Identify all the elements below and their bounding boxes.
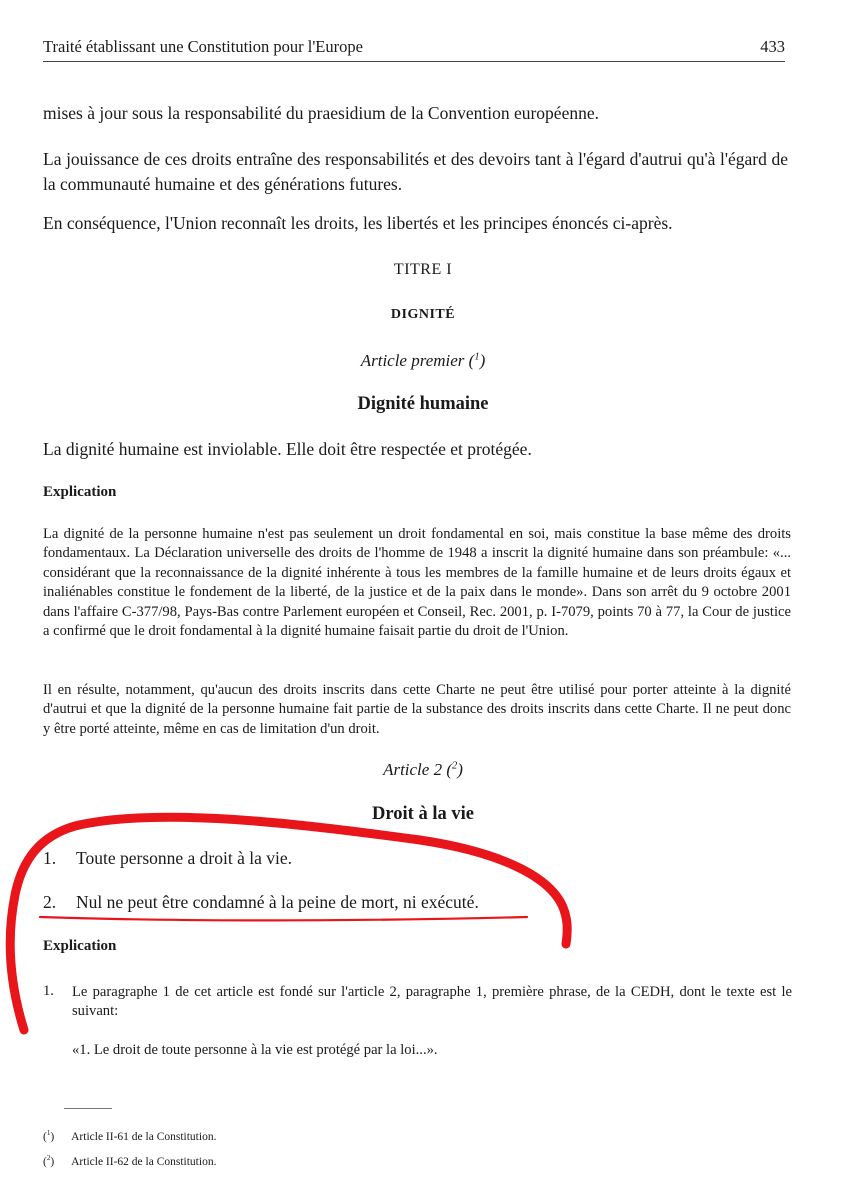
article-2-label: Article 2 ($^2$) xyxy=(383,760,463,779)
title-heading: TITRE I xyxy=(393,261,453,278)
article-1-label-text: Article premier xyxy=(360,351,465,370)
intro-paragraph-1: mises à jour sous la responsabilité du praesidium de la Convention européenne. xyxy=(43,103,599,123)
red-underline-stroke xyxy=(40,917,527,920)
article-1-explication-paragraph-1: La dignité de la personne humaine n'est pas seulement un droit fondamental en soi, mais constitue la base même des droits fondamentaux. La Déclaration universelle des droits de l'homme de 1948 a inscrit la dignité humaine dans son préambule: «... considérant que la reconnaissance de la dignité inhérente à tous les membres de la famille humaine et de leurs droits égaux et inaliénables constitue le fondement de la liberté, de la justice et de la paix dans le monde». Dans son arrêt du 9 octobre 2001 dans l'affaire C-377/98, Pays-Bas contre Parlement européen et Conseil, Rec. 2001, p. I-7079, points 70 à 77, la Cour de justice a confirmé que le droit fondamental à la dignité humaine faisait partie du droit de l'Union. xyxy=(43,526,791,640)
footnote-1-text: Article II-61 de la Constitution. xyxy=(71,1130,217,1143)
article-2-quote: «1. Le droit de toute personne à la vie est protégé par la loi...». xyxy=(72,1042,438,1058)
article-1-text: La dignité humaine est inviolable. Elle doit être respectée et protégée. xyxy=(43,439,532,459)
article-2-note-ref: 2 xyxy=(452,760,458,772)
article-1-explication-paragraph-2: Il en résulte, notamment, qu'aucun des droits inscrits dans cette Charte ne peut être utilisé pour porter atteinte à la dignité d'autrui et que la dignité de la personne humaine fait partie de la substance des droits inscrits dans cette Charte. Il ne peut donc y être porté atteinte, même en cas de limitation d'un droit. xyxy=(43,682,791,737)
article-1-note-ref: 1 xyxy=(474,351,480,363)
article-1-explication-heading: Explication xyxy=(43,484,117,500)
footnote-2: ($^2$) Article II-62 de la Constitution. xyxy=(43,1154,217,1168)
footnote-1-mark: 1 xyxy=(46,1129,51,1137)
footnote-rule xyxy=(64,1108,112,1109)
running-header-title: Traité établissant une Constitution pour l'Europe xyxy=(43,37,363,56)
article-2-explication-item-1-number: 1. xyxy=(43,983,54,999)
article-2-explication-item-1-text: Le paragraphe 1 de cet article est fondé sur l'article 2, paragraphe 1, première phrase, de la CEDH, dont le texte est le suivant: xyxy=(72,984,792,1020)
article-2-explication-heading: Explication xyxy=(43,938,117,954)
footnote-2-mark: 2 xyxy=(46,1154,51,1162)
intro-paragraph-3: En conséquence, l'Union reconnaît les droits, les libertés et les principes énoncés ci-après. xyxy=(43,213,673,233)
article-2-heading: Droit à la vie xyxy=(372,804,474,824)
footnote-2-text: Article II-62 de la Constitution. xyxy=(71,1155,217,1168)
page-number: 433 xyxy=(760,37,785,56)
article-2-label-text: Article 2 xyxy=(383,760,443,779)
title-subheading: DIGNITÉ xyxy=(390,307,456,322)
article-2-item-2-number: 2. xyxy=(43,892,57,912)
article-2-item-1-text: Toute personne a droit à la vie. xyxy=(76,848,292,868)
intro-paragraph-2: La jouissance de ces droits entraîne des responsabilités et des devoirs tant à l'égard d'autrui qu'à l'égard de la communauté humaine et des générations futures. xyxy=(43,149,788,194)
article-2-item-1-number: 1. xyxy=(43,848,57,868)
footnote-1: ($^1$) Article II-61 de la Constitution. xyxy=(43,1129,217,1143)
article-1-heading: Dignité humaine xyxy=(357,394,489,414)
article-1-label: Article premier ($^1$) xyxy=(360,351,486,370)
header-rule xyxy=(43,61,785,62)
article-2-item-2-text: Nul ne peut être condamné à la peine de mort, ni exécuté. xyxy=(76,892,479,912)
